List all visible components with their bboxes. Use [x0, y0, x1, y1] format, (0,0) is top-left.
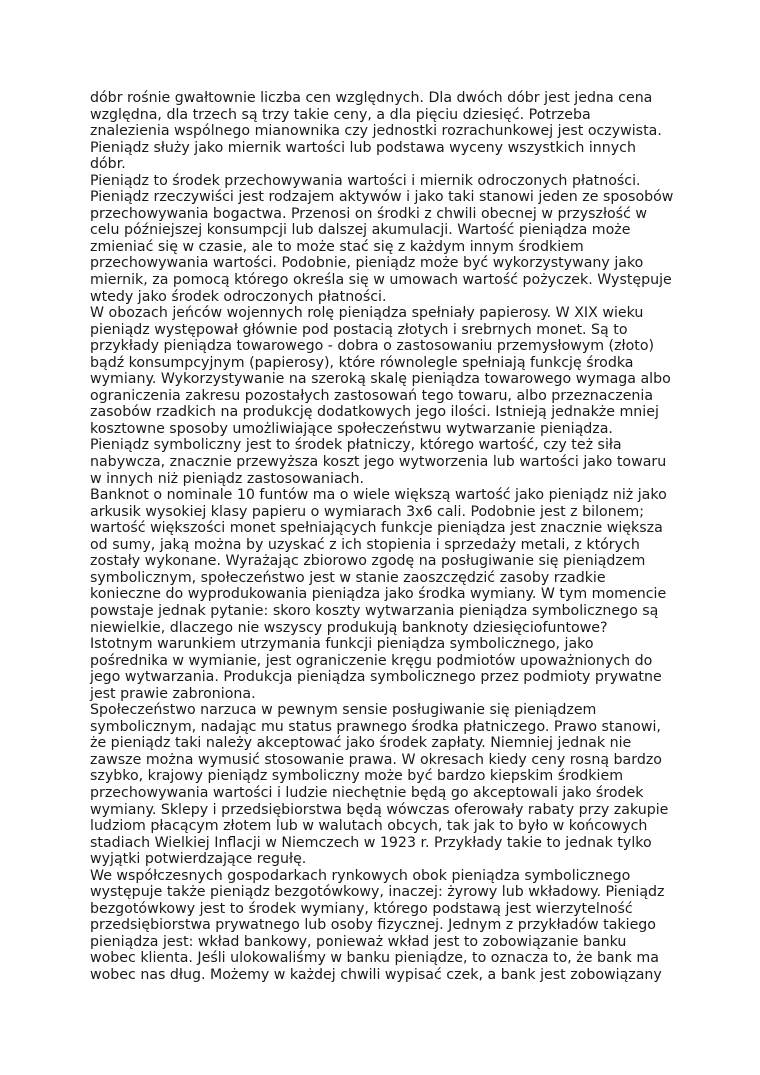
- text-line: arkusik wysokiej klasy papieru o wymiarach 3x6 cali. Podobnie jest z bilonem;: [90, 503, 645, 520]
- document-page: [90, 90, 690, 984]
- text-line: stadiach Wielkiej Inflacji w Niemczech w 1923 r. Przykłady takie to jednak tylko: [90, 834, 652, 851]
- text-line: Banknot o nominale 10 funtów ma o wiele większą wartość jako pieniądz niż jako: [90, 487, 667, 504]
- text-line: Pieniądz służy jako miernik wartości lub podstawa wyceny wszystkich innych: [90, 139, 636, 156]
- text-line: znalezienia wspólnego mianownika czy jednostki rozrachunkowej jest oczywista.: [90, 123, 662, 140]
- text-line: zostały wykonane. Wyrażając zbiorowo zgodę na posługiwanie się pieniądzem: [90, 553, 646, 570]
- text-line: przechowywania wartości. Podobnie, pieniądz może być wykorzystywany jako: [90, 255, 644, 272]
- text-line: symbolicznym, społeczeństwo jest w stanie zaoszczędzić zasoby rzadkie: [90, 569, 606, 586]
- text-line: przykłady pieniądza towarowego - dobra o zastosowaniu przemysłowym (złoto): [90, 338, 655, 355]
- text-line: W obozach jeńców wojennych rolę pieniądza spełniały papierosy. W XIX wieku: [90, 305, 644, 322]
- text-line: pośrednika w wymianie, jest ograniczenie kręgu podmiotów upoważnionych do: [90, 652, 653, 669]
- text-line: wobec klienta. Jeśli ulokowaliśmy w banku pieniądze, to oznacza to, że bank ma: [90, 950, 659, 967]
- text-line: ograniczenia zakresu pozostałych zastosowań tego towaru, albo przeznaczenia: [90, 387, 654, 404]
- text-line: w innych niż pieniądz zastosowaniach.: [90, 470, 364, 487]
- text-line: wymiany. Wykorzystywanie na szeroką skalę pieniądza towarowego wymaga albo: [90, 371, 671, 388]
- text-line: Pieniądz to środek przechowywania wartości i miernik odroczonych płatności.: [90, 172, 641, 189]
- text-line: celu późniejszej konsumpcji lub dalszej akumulacji. Wartość pieniądza może: [90, 222, 631, 239]
- text-line: powstaje jednak pytanie: skoro koszty wytwarzania pieniądza symbolicznego są: [90, 602, 659, 619]
- text-line: zasobów rzadkich na produkcję dodatkowych jego ilości. Istnieją jednakże mniej: [90, 404, 659, 421]
- text-line: względna, dla trzech są trzy takie ceny, a dla pięciu dziesięć. Potrzeba: [90, 106, 591, 123]
- text-line: szybko, krajowy pieniądz symboliczny może być bardzo kiepskim środkiem: [90, 768, 624, 785]
- text-line: od sumy, jaką można by uzyskać z ich stopienia i sprzedaży metali, z których: [90, 536, 640, 553]
- text-line: przechowywania wartości i ludzie niechętnie będą go akceptowali jako środek: [90, 784, 644, 801]
- text-line: Pieniądz symboliczny jest to środek płatniczy, którego wartość, czy też siła: [90, 437, 622, 454]
- text-line: przechowywania bogactwa. Przenosi on środki z chwili obecnej w przyszłość w: [90, 205, 647, 222]
- text-line: Społeczeństwo narzuca w pewnym sensie posługiwanie się pieniądzem: [90, 702, 597, 719]
- text-line: że pieniądz taki należy akceptować jako środek zapłaty. Niemniej jednak nie: [90, 735, 632, 752]
- text-line: jego wytwarzania. Produkcja pieniądza symbolicznego przez podmioty prywatne: [90, 669, 662, 686]
- text-line: pieniądza jest: wkład bankowy, ponieważ wkład jest to zobowiązanie banku: [90, 933, 627, 950]
- text-line: dóbr rośnie gwałtownie liczba cen względnych. Dla dwóch dóbr jest jedna cena: [90, 90, 653, 106]
- text-line: miernik, za pomocą którego określa się w umowach wartość pożyczek. Występuje: [90, 272, 672, 289]
- text-line: bezgotówkowy jest to środek wymiany, którego podstawą jest wierzytelność: [90, 900, 633, 917]
- text-line: Istotnym warunkiem utrzymania funkcji pieniądza symbolicznego, jako: [90, 636, 594, 653]
- text-line: wyjątki potwierdzające regułę.: [90, 851, 307, 868]
- text-line: wartość większości monet spełniających funkcje pieniądza jest znacznie większa: [90, 520, 663, 537]
- text-line: nabywcza, znacznie przewyższa koszt jego wytworzenia lub wartości jako towaru: [90, 454, 667, 471]
- text-line: We współczesnych gospodarkach rynkowych obok pieniądza symbolicznego: [90, 867, 631, 884]
- text-line: bądź konsumpcyjnym (papierosy), które równolegle spełniają funkcję środka: [90, 354, 634, 371]
- text-line: kosztowne sposoby umożliwiające społeczeństwu wytwarzanie pieniądza.: [90, 420, 613, 437]
- text-line: zmieniać się w czasie, ale to może stać się z każdym innym środkiem: [90, 238, 584, 255]
- text-line: zawsze można wymusić stosowanie prawa. W okresach kiedy ceny rosną bardzo: [90, 751, 662, 768]
- text-line: konieczne do wyprodukowania pieniądza jako środka wymiany. W tym momencie: [90, 586, 667, 603]
- text-line: pieniądz występował głównie pod postacią złotych i srebrnych monet. Są to: [90, 321, 628, 338]
- text-line: dóbr.: [90, 156, 126, 173]
- text-line: wobec nas dług. Możemy w każdej chwili wypisać czek, a bank jest zobowiązany: [90, 966, 662, 983]
- text-line: niewielkie, dlaczego nie wszyscy produkują banknoty dziesięciofuntowe?: [90, 619, 608, 636]
- text-line: Pieniądz rzeczywiści jest rodzajem aktywów i jako taki stanowi jeden ze sposobów: [90, 189, 674, 206]
- text-line: występuje także pieniądz bezgotówkowy, inaczej: żyrowy lub wkładowy. Pieniądz: [90, 884, 665, 901]
- text-line: wtedy jako środek odroczonych płatności.: [90, 288, 387, 305]
- text-line: wymiany. Sklepy i przedsiębiorstwa będą wówczas oferowały rabaty przy zakupie: [90, 801, 669, 818]
- text-line: jest prawie zabroniona.: [90, 685, 256, 702]
- text-line: symbolicznym, nadając mu status prawnego środka płatniczego. Prawo stanowi,: [90, 718, 661, 735]
- text-line: przedsiębiorstwa prywatnego lub osoby fizycznej. Jednym z przykładów takiego: [90, 917, 656, 934]
- text-line: ludziom płacącym złotem lub w walutach obcych, tak jak to było w końcowych: [90, 818, 648, 835]
